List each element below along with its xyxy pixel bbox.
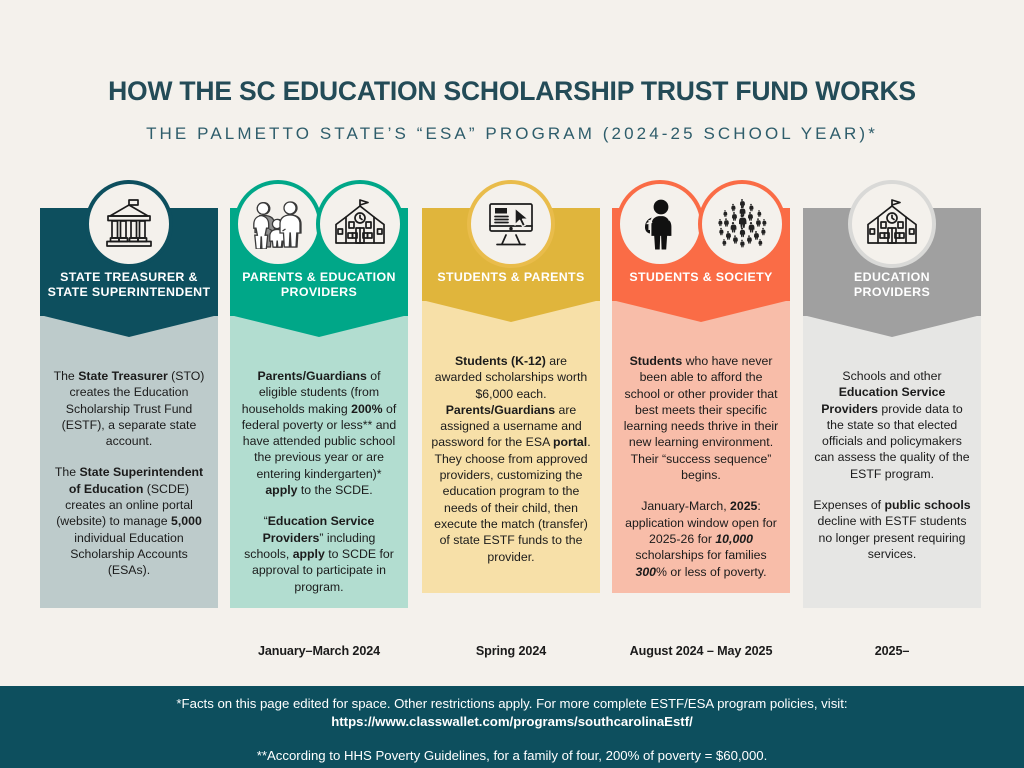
text-run: ” including schools, <box>244 530 376 561</box>
column-header-line: EDUCATION <box>854 270 930 284</box>
text-run: of eligible students (from households making <box>241 369 381 416</box>
text-run: (SCDE) creates an online portal (website) to manage <box>56 481 193 529</box>
body-paragraph <box>621 353 781 483</box>
text-run: Parents/Guardians <box>257 369 367 383</box>
body-paragraph <box>621 498 781 579</box>
text-run: of federal poverty or less** and have attended public school the previous year or are entering kindergarten)* <box>241 401 397 481</box>
text-run: “ <box>263 514 268 529</box>
step-column-students-parents <box>422 180 600 593</box>
text-run: public schools <box>884 498 971 513</box>
text-run: 200% <box>351 401 383 416</box>
icon-row <box>803 180 981 238</box>
step-column-students-society <box>612 180 790 593</box>
text-run: who have never been able to afford the school or other provider that best meets their specific learning needs thrive in their new learning environment. Their “success sequence” begins. <box>623 354 779 483</box>
text-run: The <box>54 465 80 480</box>
body-paragraph <box>49 368 209 449</box>
column-body <box>803 316 981 608</box>
column-header-line: PROVIDERS <box>853 285 931 299</box>
column-header-line: STATE TREASURER & <box>60 270 198 284</box>
school-building-icon <box>316 180 404 268</box>
text-run: 5,000 <box>171 514 202 529</box>
text-run: State Superintendent of Education <box>68 465 204 496</box>
timeline-date-students-society: August 2024 – May 2025 <box>629 644 773 658</box>
text-run: Students (K-12) <box>454 354 546 368</box>
footer-band <box>0 686 1024 768</box>
timeline-date-parents-education-providers: January–March 2024 <box>257 644 381 658</box>
text-run: Education Service Providers <box>262 514 375 545</box>
icon-row <box>612 180 790 238</box>
text-run: portal <box>553 435 588 450</box>
text-run: . They choose from approved providers, customizing the education program to the needs of their child, then execute the match (transfer) of state ESTF funds to the provider. <box>434 435 591 564</box>
text-run: Schools and other <box>842 369 942 383</box>
capitol-building-icon <box>85 180 173 268</box>
text-run: Parents/Guardians <box>445 402 556 417</box>
column-body <box>422 301 600 593</box>
step-column-state-treasurer-superintendent <box>40 180 218 608</box>
text-run: decline with ESTF students no longer present requiring services. <box>817 514 967 561</box>
school-building-icon <box>848 180 936 268</box>
footer-note-2: **According to HHS Poverty Guidelines, for a family of four, 200% of poverty = $60,000. <box>256 748 768 763</box>
body-paragraph <box>49 464 209 578</box>
footer-note-1: *Facts on this page edited for space. Other restrictions apply. For more complete ESTF/ESA program policies, visit: <box>176 696 848 711</box>
timeline-date-students-parents: Spring 2024 <box>475 644 547 658</box>
text-run: to the SCDE. <box>297 483 373 498</box>
icon-row <box>230 180 408 238</box>
text-run: (STO) creates the Education Scholarship Trust Fund (ESTF), a separate state account. <box>61 369 205 449</box>
text-run: Expenses of <box>813 498 885 513</box>
step-column-education-providers <box>803 180 981 608</box>
column-body <box>612 301 790 593</box>
column-header-line: PROVIDERS <box>280 285 358 299</box>
student-backpack-icon <box>616 180 704 268</box>
column-header-line: STATE SUPERINTENDENT <box>47 285 211 299</box>
text-run: 2025 <box>730 499 758 514</box>
family-icon <box>234 180 322 268</box>
body-paragraph <box>239 513 399 594</box>
footer-url[interactable]: https://www.classwallet.com/programs/southcarolinaEstf/ <box>331 714 693 729</box>
text-run: Students <box>629 354 683 368</box>
body-paragraph <box>431 353 591 565</box>
text-run: provide data to the state so that elected officials and policymakers can assess the quality of the ESTF program. <box>814 401 970 481</box>
text-run: % or less of poverty. <box>656 564 767 579</box>
text-run: : application window open for 2025-26 for <box>625 499 777 546</box>
text-run: January-March, <box>641 499 731 514</box>
text-run: 10,000 <box>715 531 753 546</box>
monitor-cursor-icon <box>467 180 555 268</box>
timeline-date-education-providers: 2025– <box>874 644 910 658</box>
text-run: are assigned a username and password for the ESA <box>431 402 582 450</box>
column-header-line: STUDENTS & PARENTS <box>437 270 585 284</box>
text-run: to SCDE for approval to participate in program. <box>252 546 394 594</box>
text-run: State Treasurer <box>78 369 168 383</box>
page-subtitle: THE PALMETTO STATE’S “ESA” PROGRAM (2024-25 SCHOOL YEAR)* <box>146 124 878 143</box>
text-run: The <box>53 369 79 383</box>
column-header-line: STUDENTS & SOCIETY <box>629 270 773 284</box>
icon-row <box>422 180 600 238</box>
step-column-parents-education-providers <box>230 180 408 608</box>
crowd-icon <box>698 180 786 268</box>
text-run: Education Service Providers <box>821 385 946 416</box>
text-run: are awarded scholarships worth $6,000 each. <box>434 354 588 401</box>
body-paragraph <box>812 497 972 562</box>
column-body <box>230 316 408 608</box>
text-run: 300 <box>635 564 657 579</box>
body-paragraph <box>239 368 399 498</box>
text-run: apply <box>292 546 325 561</box>
icon-row <box>40 180 218 238</box>
page-title: HOW THE SC EDUCATION SCHOLARSHIP TRUST FUND WORKS <box>108 76 916 106</box>
text-run: scholarships for families <box>635 548 767 563</box>
text-run: individual Education Scholarship Accounts (ESAs). <box>70 530 188 578</box>
text-run: apply <box>265 483 298 498</box>
column-body <box>40 316 218 608</box>
column-header-line: PARENTS & EDUCATION <box>242 270 396 284</box>
body-paragraph <box>812 368 972 482</box>
